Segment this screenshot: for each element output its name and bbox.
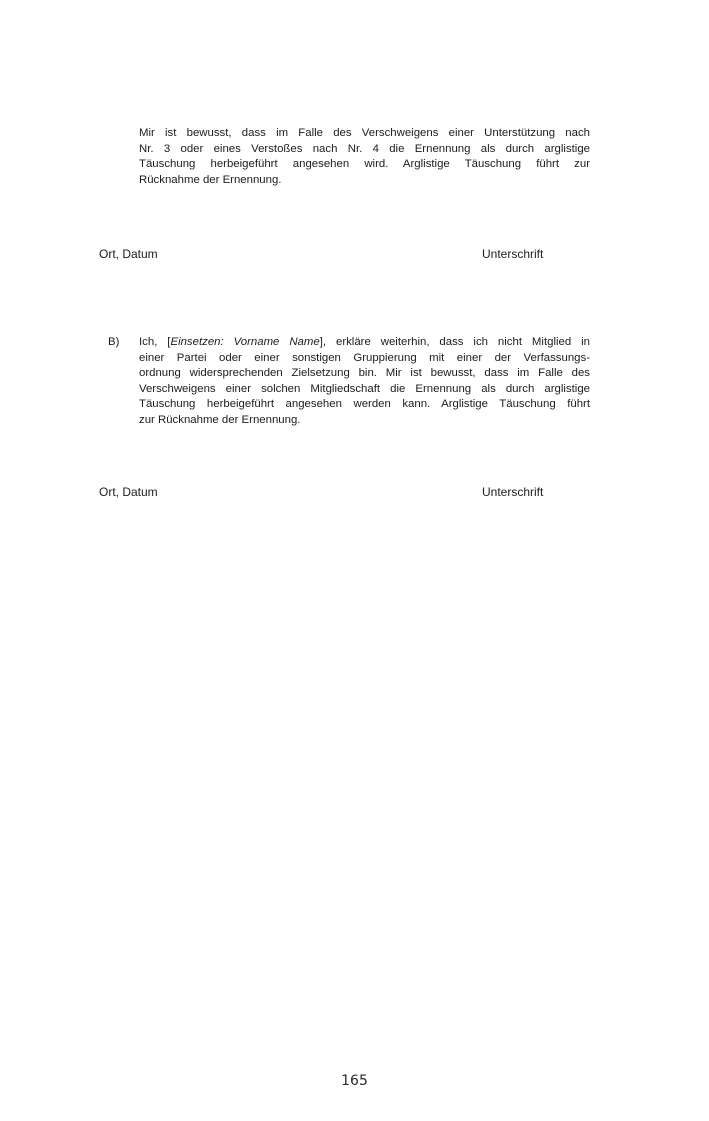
- paragraph-b-line: Verschweigens einer solchen Mitgliedschaft die Ernennung als durch arglistige: [139, 382, 590, 395]
- declaration-paragraph-b: [139, 335, 590, 429]
- place-date-label-2: Ort, Datum: [99, 485, 158, 499]
- paragraph-b-line: ordnung widersprechenden Zielsetzung bin. Mir ist bewusst, dass im Falle des: [139, 367, 590, 380]
- paragraph-b-line: einer Partei oder einer sonstigen Gruppierung mit einer der Verfassungs-: [139, 351, 590, 364]
- signature-label-2: Unterschrift: [482, 485, 544, 499]
- place-date-label-1: Ort, Datum: [99, 247, 158, 261]
- paragraph-b-line: zur Rücknahme der Ernennung.: [139, 413, 301, 426]
- name-placeholder: Einsetzen: Vorname Name: [170, 336, 320, 348]
- paragraph-b-line-1: [139, 335, 590, 351]
- paragraph-b-line: Täuschung herbeigeführt angesehen werden kann. Arglistige Täuschung führt: [139, 398, 590, 411]
- page-number: 165: [341, 1073, 368, 1089]
- paragraph-b-line-1-prefix: Ich, [: [139, 336, 171, 348]
- paragraph-b-line-1-suffix: ], erkläre weiterhin, dass ich nicht Mitglied in: [319, 336, 590, 348]
- declaration-paragraph-a: [139, 126, 590, 188]
- section-b-marker: B): [108, 336, 120, 348]
- paragraph-a-line: Nr. 3 oder eines Verstoßes nach Nr. 4 die Ernennung als durch arglistige: [139, 142, 590, 155]
- paragraph-a-line: Täuschung herbeigeführt angesehen wird. Arglistige Täuschung führt zur: [139, 158, 590, 171]
- signature-label-1: Unterschrift: [482, 247, 544, 261]
- paragraph-a-line: Mir ist bewusst, dass im Falle des Verschweigens einer Unterstützung nach: [139, 127, 590, 139]
- paragraph-a-line: Rücknahme der Ernennung.: [139, 173, 282, 186]
